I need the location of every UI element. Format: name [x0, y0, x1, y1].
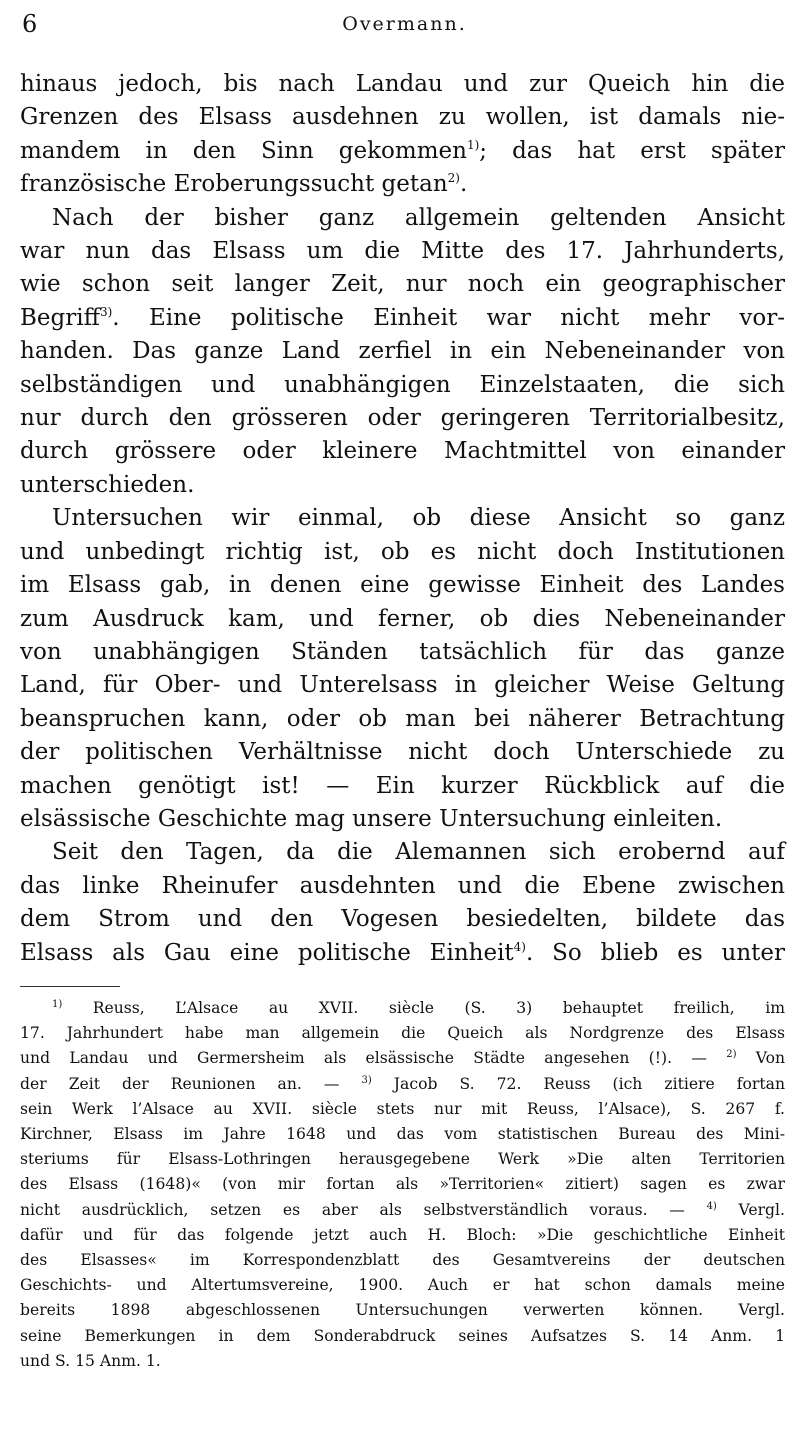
- footnote-line-text: nicht ausdrücklich, setzen es aber als selbstverständlich voraus. —: [20, 1200, 707, 1219]
- body-line-text: der politischen Verhältnisse nicht doch Unterschiede zu: [20, 739, 785, 766]
- body-line: [20, 502, 785, 535]
- body-line: [20, 836, 785, 869]
- footnote-line-text: steriums für Elsass-Lothringen herausgegebene Werk »Die alten Territorien: [20, 1150, 785, 1169]
- footnote-line: [20, 1021, 785, 1046]
- body-line-text: Elsass als Gau eine politische Einheit: [20, 939, 514, 966]
- footnote-line: [20, 1223, 785, 1248]
- footnote-line: [20, 1273, 785, 1298]
- footnote-line: [20, 1248, 785, 1273]
- body-line-text: mandem in den Sinn gekommen: [20, 137, 467, 164]
- footnote-line-text-after: Jacob S. 72. Reuss (ich zitiere fortan: [371, 1074, 785, 1093]
- body-line: [20, 903, 785, 936]
- body-line-text: und unbedingt richtig ist, ob es nicht doch Institutionen: [20, 538, 785, 565]
- footnote-line: [20, 1097, 785, 1122]
- body-line-text: elsässische Geschichte mag unsere Untersuchung einleiten.: [20, 805, 723, 832]
- footnote-marker: 4): [513, 939, 526, 954]
- footnote-line: [20, 1147, 785, 1172]
- footnote-marker: 3): [99, 304, 113, 319]
- footnote-line-text: und Landau und Germersheim als elsässische Städte angesehen (!). —: [20, 1049, 727, 1068]
- footnote-line-text: 17. Jahrhundert habe man allgemein die Queich als Nordgrenze des Elsass: [20, 1024, 785, 1043]
- body-line-text: beanspruchen kann, oder ob man bei näherer Betrachtung: [20, 705, 785, 732]
- footnote-marker: 1): [466, 137, 480, 152]
- footnote-line-text: der Zeit der Reunionen an. —: [20, 1074, 362, 1093]
- body-line: [20, 202, 785, 235]
- body-line-text-after: . So blieb es unter: [526, 939, 785, 966]
- footnote-line: [20, 1349, 785, 1374]
- body-line-text-after: ; das hat erst später: [479, 137, 785, 164]
- running-head: Overmann.: [342, 13, 467, 35]
- body-line-text: hinaus jedoch, bis nach Landau und zur Queich hin die: [20, 71, 785, 97]
- body-line: [20, 870, 785, 903]
- footnote-line-text: Kirchner, Elsass im Jahre 1648 und das vom statistischen Bureau des Mini-: [20, 1125, 785, 1144]
- footnote-line: [20, 996, 785, 1021]
- footnote-line: [20, 1122, 785, 1147]
- footnote-marker: 4): [706, 1200, 717, 1212]
- body-line-text: handen. Das ganze Land zerfiel in ein Nebeneinander von: [20, 338, 785, 365]
- footnote-marker: 2): [447, 171, 460, 186]
- body-line-text: Begriff: [20, 304, 100, 331]
- body-line: [20, 469, 785, 502]
- footnote-line-text-after: Von: [736, 1049, 786, 1068]
- footnote-line-text: des Elsasses« im Korrespondenzblatt des Gesamtvereins der deutschen: [20, 1251, 785, 1270]
- body-line: [20, 569, 785, 602]
- footnote-line-text: dafür und für das folgende jetzt auch H. Bloch: »Die geschichtliche Einheit: [20, 1225, 785, 1244]
- footnote-line: [20, 1046, 785, 1071]
- body-line: [20, 536, 785, 569]
- body-line: [20, 168, 785, 201]
- body-line-text: Grenzen des Elsass ausdehnen zu wollen, ist damals nie-: [20, 104, 785, 131]
- footnote-marker: 2): [726, 1049, 737, 1061]
- footnote-rule: [20, 986, 120, 987]
- footnote-marker: 1): [52, 999, 63, 1010]
- body-line-text-after: .: [459, 171, 468, 198]
- page-header: [22, 10, 787, 40]
- body-line: [20, 435, 785, 468]
- footnote-line-text: und S. 15 Anm. 1.: [20, 1351, 161, 1370]
- body-line: [20, 736, 785, 769]
- body-line-text: durch grössere oder kleinere Machtmittel von einander: [20, 438, 785, 465]
- footnote-line: [20, 1324, 785, 1349]
- body-line: [20, 68, 785, 101]
- body-line-text: Nach der bisher ganz allgemein geltenden Ansicht: [52, 204, 785, 231]
- page-number: 6: [22, 10, 38, 38]
- body-line: [20, 335, 785, 368]
- main-text: [20, 68, 785, 970]
- footnote-line-text-after: Reuss, L’Alsace au XVII. siècle (S. 3) behauptet freilich, im: [62, 999, 785, 1017]
- footnote-line-text: bereits 1898 abgeschlossenen Untersuchungen verwerten können. Vergl.: [20, 1301, 785, 1320]
- body-line-text-after: . Eine politische Einheit war nicht mehr vor-: [112, 304, 785, 331]
- body-line-text: dem Strom und den Vogesen besiedelten, bildete das: [20, 906, 785, 933]
- body-line-text: das linke Rheinufer ausdehnten und die Ebene zwischen: [20, 872, 785, 899]
- footnotes: [20, 996, 785, 1374]
- body-line-text: wie schon seit langer Zeit, nur noch ein geographischer: [20, 271, 785, 298]
- body-line-text: Seit den Tagen, da die Alemannen sich erobernd auf: [52, 839, 785, 866]
- body-line-text: war nun das Elsass um die Mitte des 17. Jahrhunderts,: [20, 238, 785, 265]
- footnote-marker: 3): [361, 1074, 372, 1086]
- body-line: [20, 402, 785, 435]
- body-line: [20, 603, 785, 636]
- footnote-line-text: Geschichts- und Altertumsvereine, 1900. Auch er hat schon damals meine: [20, 1276, 785, 1295]
- body-line: [20, 101, 785, 134]
- body-line-text: Untersuchen wir einmal, ob diese Ansicht so ganz: [52, 505, 785, 532]
- body-line: [20, 636, 785, 669]
- body-line-text: machen genötigt ist! — Ein kurzer Rückblick auf die: [20, 772, 785, 799]
- footnote-line-text: des Elsass (1648)« (von mir fortan als »Territorien« zitiert) sagen es zwar: [20, 1175, 785, 1194]
- body-line: [20, 803, 785, 836]
- footnote-line: [20, 1072, 785, 1097]
- body-line-text: zum Ausdruck kam, und ferner, ob dies Nebeneinander: [20, 605, 785, 632]
- footnote-line-text: seine Bemerkungen in dem Sonderabdruck seines Aufsatzes S. 14 Anm. 1: [20, 1326, 785, 1345]
- body-line-text: Land, für Ober- und Unterelsass in gleicher Weise Geltung: [20, 672, 785, 699]
- footnote-line-text-after: Vergl.: [716, 1200, 785, 1219]
- body-line: [20, 937, 785, 970]
- body-line: [20, 135, 785, 168]
- body-line: [20, 369, 785, 402]
- body-line: [20, 770, 785, 803]
- footnote-line: [20, 1198, 785, 1223]
- body-line-text: unterschieden.: [20, 471, 195, 498]
- body-line: [20, 302, 785, 335]
- body-line-text: französische Eroberungssucht getan: [20, 171, 448, 198]
- footnote-line-text: sein Werk l’Alsace au XVII. siècle stets nur mit Reuss, l’Alsace), S. 267 f.: [20, 1099, 785, 1118]
- body-line: [20, 669, 785, 702]
- body-line-text: selbständigen und unabhängigen Einzelstaaten, die sich: [20, 371, 785, 398]
- body-line: [20, 703, 785, 736]
- body-line: [20, 235, 785, 268]
- footnote-line: [20, 1298, 785, 1323]
- body-line-text: im Elsass gab, in denen eine gewisse Einheit des Landes: [20, 572, 785, 599]
- footnote-line: [20, 1172, 785, 1197]
- body-line-text: nur durch den grösseren oder geringeren Territorialbesitz,: [20, 405, 785, 432]
- body-line: [20, 268, 785, 301]
- body-line-text: von unabhängigen Ständen tatsächlich für das ganze: [20, 638, 785, 665]
